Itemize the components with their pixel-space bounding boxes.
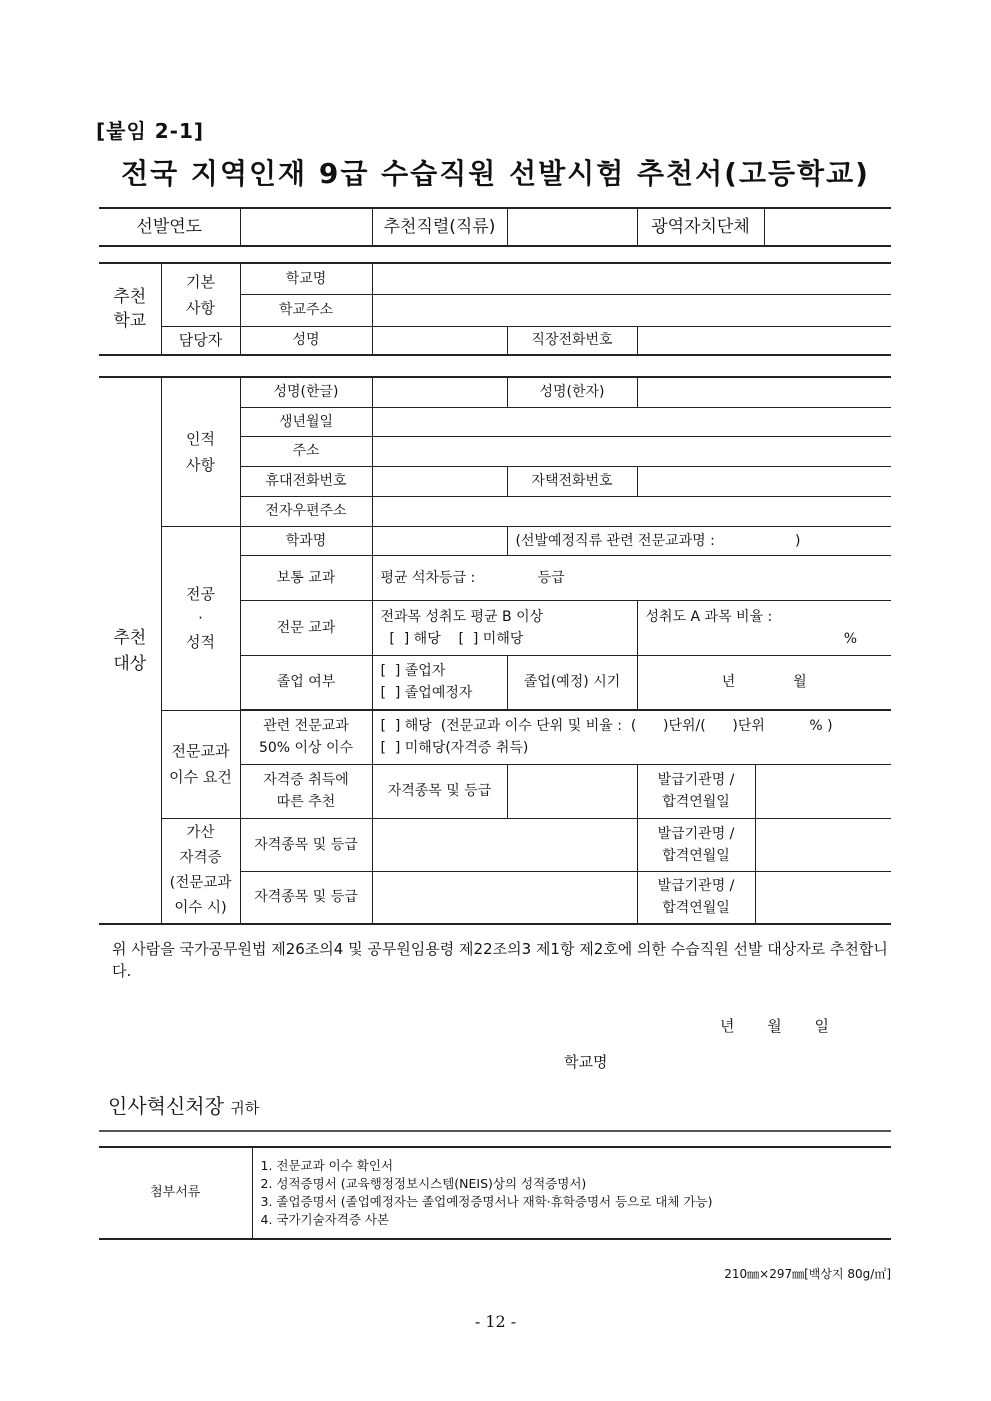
- manager-name-label: 성명: [240, 326, 372, 355]
- cert-recommend-label: 자격증 취득에 따른 추천: [240, 764, 372, 818]
- completion-section-label: 전문교과 이수 요건: [161, 710, 240, 818]
- office-phone-label: 직장전화번호: [507, 326, 637, 355]
- special-subject-line1: 전과목 성취도 평균 B 이상: [380, 608, 544, 625]
- dept-label: 학과명: [240, 526, 372, 555]
- dept-note: (선발예정직류 관련 전문교과명 : ): [507, 526, 891, 555]
- mobile-label: 휴대전화번호: [240, 466, 372, 496]
- name-korean-label: 성명(한글): [240, 377, 372, 407]
- selection-year-label: 선발연도: [99, 208, 240, 246]
- major-section-label: 전공 · 성적: [161, 526, 240, 710]
- birthdate-value[interactable]: [372, 407, 891, 436]
- attachments-label: 첨부서류: [99, 1147, 252, 1239]
- recommendation-statement: 위 사람을 국가공무원법 제26조의4 및 공무원임용령 제22조의3 제1항 제2호에 의한 수습직원 선발 대상자로 추천합니다.: [112, 940, 888, 980]
- mobile-value[interactable]: [372, 466, 507, 496]
- school-table: [99, 262, 891, 356]
- graduation-time-label: 졸업(예정) 시기: [507, 655, 637, 709]
- personal-section-label: 인적 사항: [161, 377, 240, 526]
- school-name-value[interactable]: [372, 263, 891, 294]
- manager-label: 담당자: [161, 326, 240, 355]
- bonus-kind2-label: 자격종목 및 등급: [240, 871, 372, 924]
- bonus-kind1-label: 자격종목 및 등급: [240, 818, 372, 871]
- attachment-item: 2. 성적증명서 (교육행정정보시스템(NEIS)상의 성적증명서): [260, 1176, 587, 1191]
- position-label: 추천직렬(직류): [372, 208, 507, 246]
- region-label: 광역자치단체: [637, 208, 764, 246]
- birthdate-label: 생년월일: [240, 407, 372, 436]
- general-subject-label: 보통 교과: [240, 555, 372, 600]
- bonus-issuer2-label: 발급기관명 / 합격연월일: [637, 871, 755, 924]
- attachments-table: [99, 1146, 891, 1240]
- address-label: 주소: [240, 436, 372, 466]
- graduation-time-value[interactable]: 년 월: [637, 655, 891, 709]
- divider: [99, 1130, 891, 1132]
- name-korean-value[interactable]: [372, 377, 507, 407]
- graduation-label: 졸업 여부: [240, 655, 372, 709]
- expected-graduate-checkbox[interactable]: [ ] 졸업예정자: [380, 685, 473, 701]
- general-subject-value: 평균 석차등급 : 등급: [372, 555, 891, 600]
- school-basic-label: 기본 사항: [161, 263, 240, 326]
- related-completion-label: 관련 전문교과 50% 이상 이수: [240, 710, 372, 764]
- school-group-label: 추천 학교: [99, 263, 161, 355]
- recipient-suffix: 귀하: [230, 1099, 260, 1117]
- related-applicable-checkbox[interactable]: [ ] 해당 (전문교과 이수 단위 및 비율 : ( )단위/( )단위 % ): [380, 718, 833, 734]
- bonus-section-label: 가산 자격증 (전문교과 이수 시): [161, 818, 240, 924]
- attachment-item: 3. 졸업증명서 (졸업예정자는 졸업예정증명서나 재학·휴학증명서 등으로 대체 가능): [260, 1194, 713, 1209]
- graduation-options: [372, 655, 507, 709]
- special-ratio-unit: %: [843, 630, 857, 647]
- email-value[interactable]: [372, 496, 891, 526]
- cert-issuer-value[interactable]: [755, 764, 891, 818]
- bonus-kind1-value[interactable]: [372, 818, 637, 871]
- school-name-signature: 학교명: [564, 1053, 608, 1071]
- special-ratio-cell: [637, 600, 891, 655]
- candidate-group-label: 추천 대상: [99, 377, 161, 924]
- related-completion-options: [372, 710, 891, 764]
- address-value[interactable]: [372, 436, 891, 466]
- recipient: [108, 1090, 259, 1119]
- cert-issuer-label: 발급기관명 / 합격연월일: [637, 764, 755, 818]
- paper-spec: 210㎜×297㎜[백상지 80g/㎡]: [724, 1267, 891, 1281]
- position-value[interactable]: [507, 208, 637, 246]
- bonus-issuer1-label: 발급기관명 / 합격연월일: [637, 818, 755, 871]
- selection-year-value[interactable]: [240, 208, 372, 246]
- school-name-label: 학교명: [240, 263, 372, 294]
- page-number: - 12 -: [474, 1312, 517, 1331]
- related-not-applicable-checkbox[interactable]: [ ] 미해당(자격증 취득): [380, 740, 529, 756]
- dept-value[interactable]: [372, 526, 507, 555]
- school-address-value[interactable]: [372, 294, 891, 326]
- school-address-label: 학교주소: [240, 294, 372, 326]
- manager-name-value[interactable]: [372, 326, 507, 355]
- attachment-item: 1. 전문교과 이수 확인서: [260, 1158, 394, 1173]
- bonus-kind2-value[interactable]: [372, 871, 637, 924]
- cert-kind-value[interactable]: [507, 764, 637, 818]
- bonus-issuer2-value[interactable]: [755, 871, 891, 924]
- office-phone-value[interactable]: [637, 326, 891, 355]
- email-label: 전자우편주소: [240, 496, 372, 526]
- special-subject-label: 전문 교과: [240, 600, 372, 655]
- candidate-table: [99, 376, 891, 925]
- home-phone-label: 자택전화번호: [507, 466, 637, 496]
- cert-kind-label: 자격종목 및 등급: [372, 764, 507, 818]
- attachment-item: 4. 국가기술자격증 사본: [260, 1212, 390, 1227]
- date-line: 년 월 일: [720, 1017, 830, 1035]
- graduate-checkbox[interactable]: [ ] 졸업자: [380, 663, 446, 679]
- recipient-name: 인사혁신처장: [108, 1094, 224, 1118]
- form-title: 전국 지역인재 9급 수습직원 선발시험 추천서(고등학교): [121, 157, 870, 190]
- name-hanja-value[interactable]: [637, 377, 891, 407]
- bonus-issuer1-value[interactable]: [755, 818, 891, 871]
- selection-table: [99, 207, 891, 247]
- home-phone-value[interactable]: [637, 466, 891, 496]
- special-ratio-label: 성취도 A 과목 비율 :: [645, 608, 773, 625]
- region-value[interactable]: [764, 208, 891, 246]
- attachments-list: [252, 1147, 891, 1239]
- special-subject-cell: [372, 600, 637, 655]
- special-subject-checkboxes[interactable]: [ ] 해당 [ ] 미해당: [380, 630, 524, 647]
- name-hanja-label: 성명(한자): [507, 377, 637, 407]
- attachment-tag: [붙임 2-1]: [96, 119, 205, 143]
